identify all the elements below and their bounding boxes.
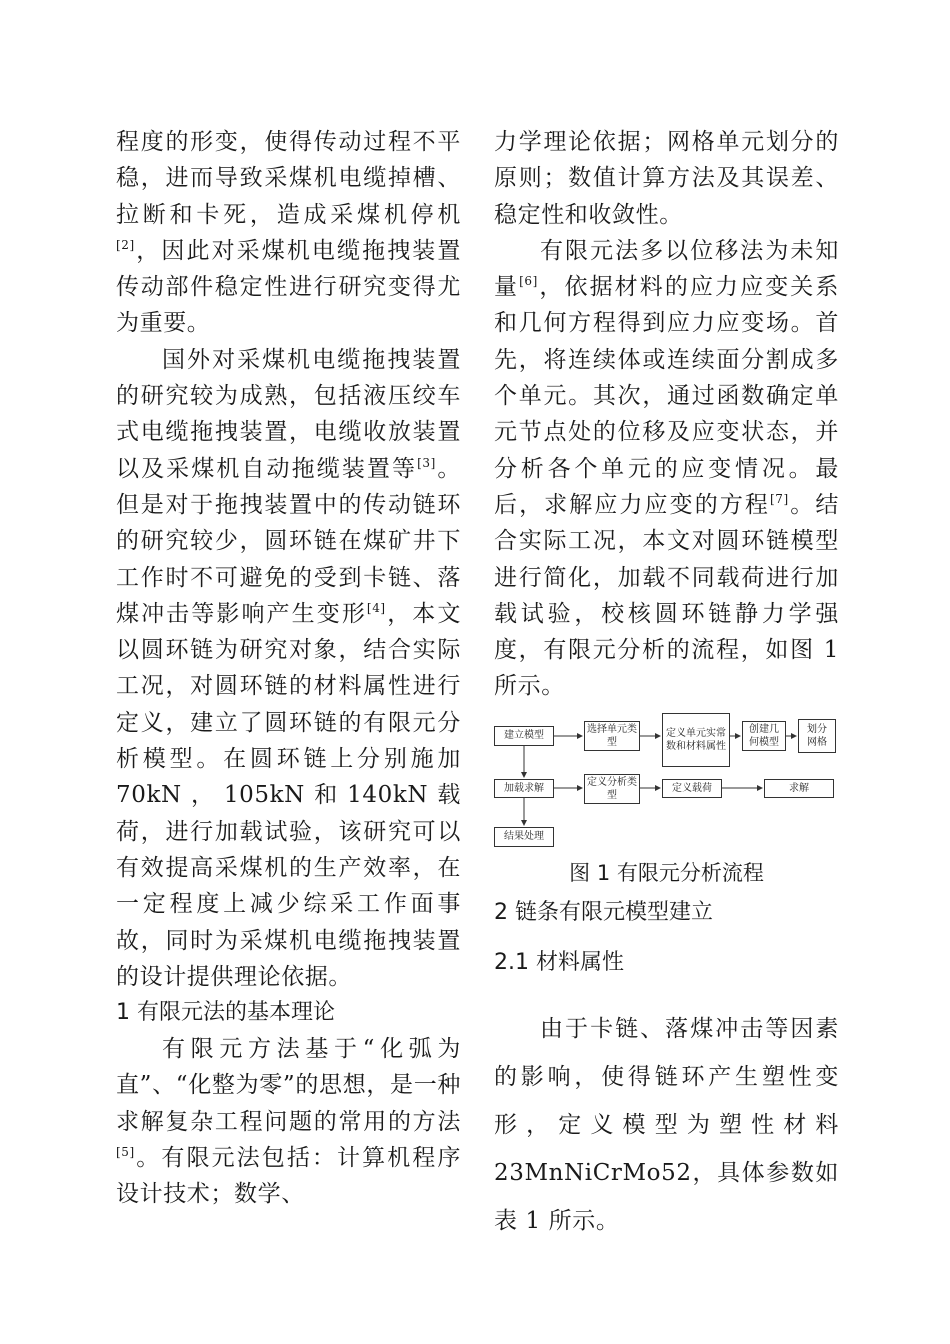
- citation-ref[interactable]: [3]: [417, 455, 436, 470]
- paragraph: [116, 124, 461, 342]
- right-column: [494, 124, 839, 1245]
- text: 。有限元法包括：计算机程序设计技术；数学、: [116, 1145, 461, 1208]
- text: 有限元法多以位移法为未知量: [494, 237, 839, 301]
- text: ，依据材料的应力应变关系和几何方程得到应力应变场。首先，将连续体或连续面分割成多个单元。其次，通过函数确定单元节点处的位移及应变状态，并分析各个单元的应变情况。最后，求解应力应变的方程: [494, 274, 839, 518]
- left-column: [116, 124, 461, 1213]
- citation-ref[interactable]: [2]: [116, 237, 135, 252]
- flow-node-define-constants: 定义单元实常数和材料属性: [662, 713, 730, 767]
- paragraph: [116, 1031, 461, 1212]
- text: ，因此对采煤机电缆拖拽装置传动部件稳定性进行研究变得尤为重要。: [116, 237, 461, 337]
- figure-caption: 图 1 有限元分析流程: [569, 860, 764, 885]
- flowchart: [494, 713, 839, 853]
- text: 。但是对于拖拽装置中的传动链环的研究较少，圆环链在煤矿井下工作时不可避免的受到卡链、落煤冲击等影响产生变形: [116, 455, 461, 627]
- citation-ref[interactable]: [6]: [519, 274, 538, 289]
- section-heading: 2 链条有限元模型建立: [494, 899, 713, 925]
- flow-node-solve: 求解: [764, 779, 834, 798]
- citation-ref[interactable]: [7]: [770, 491, 789, 506]
- text: ，本文以圆环链为研究对象，结合实际工况，对圆环链的材料属性进行定义，建立了圆环链的有限元分析模型。在圆环链上分别施加70kN，105kN和140kN载荷，进行加载试验，该研究可以有效提高采煤机的生产效率，在一定程度上减少综采工作面事故，同时为采煤机电缆拖拽装置的设计提供理论依据。: [116, 600, 461, 990]
- flow-node-select-element: 选择单元类型: [584, 721, 640, 751]
- flow-node-mesh: 划分网格: [798, 719, 836, 753]
- flow-node-build-model: 建立模型: [494, 726, 554, 746]
- section-heading: 1 有限元法的基本理论: [116, 1000, 335, 1026]
- text: 有限元方法基于“化弧为直”、“化整为零”的思想，是一种求解复杂工程问题的常用的方法: [116, 1036, 461, 1135]
- paragraph: 力学理论依据；网格单元划分的原则；数值计算方法及其误差、稳定性和收敛性。: [494, 129, 839, 228]
- paragraph: 由于卡链、落煤冲击等因素的影响，使得链环产生塑性变形，定义模型为塑性材料23MnNiCrMo52，具体参数如表 1 所示。: [494, 1015, 839, 1234]
- subsection-heading: 2.1 材料属性: [494, 949, 624, 975]
- paragraph: [116, 342, 461, 995]
- text: 程度的形变，使得传动过程不平稳，进而导致采煤机电缆掉槽、拉断和卡死，造成采煤机停机: [116, 129, 461, 228]
- flow-node-define-analysis: 定义分析类型: [584, 774, 640, 804]
- citation-ref[interactable]: [5]: [116, 1145, 135, 1160]
- flow-node-post-process: 结果处理: [494, 827, 554, 847]
- citation-ref[interactable]: [4]: [366, 600, 386, 615]
- flow-node-create-geometry: 创建几何模型: [742, 721, 786, 751]
- flow-node-load-solve: 加载求解: [494, 779, 554, 798]
- text: 。结合实际工况，本文对圆环链模型进行简化，加载不同载荷进行加载试验，校核圆环链静力学强度，有限元分析的流程，如图 1 所示。: [494, 491, 839, 700]
- flow-node-define-load: 定义载荷: [662, 779, 722, 798]
- paragraph: [494, 233, 839, 705]
- text: 国外对采煤机电缆拖拽装置的研究较为成熟，包括液压绞车式电缆拖拽装置，电缆收放装置以及采煤机自动拖缆装置等: [116, 346, 461, 482]
